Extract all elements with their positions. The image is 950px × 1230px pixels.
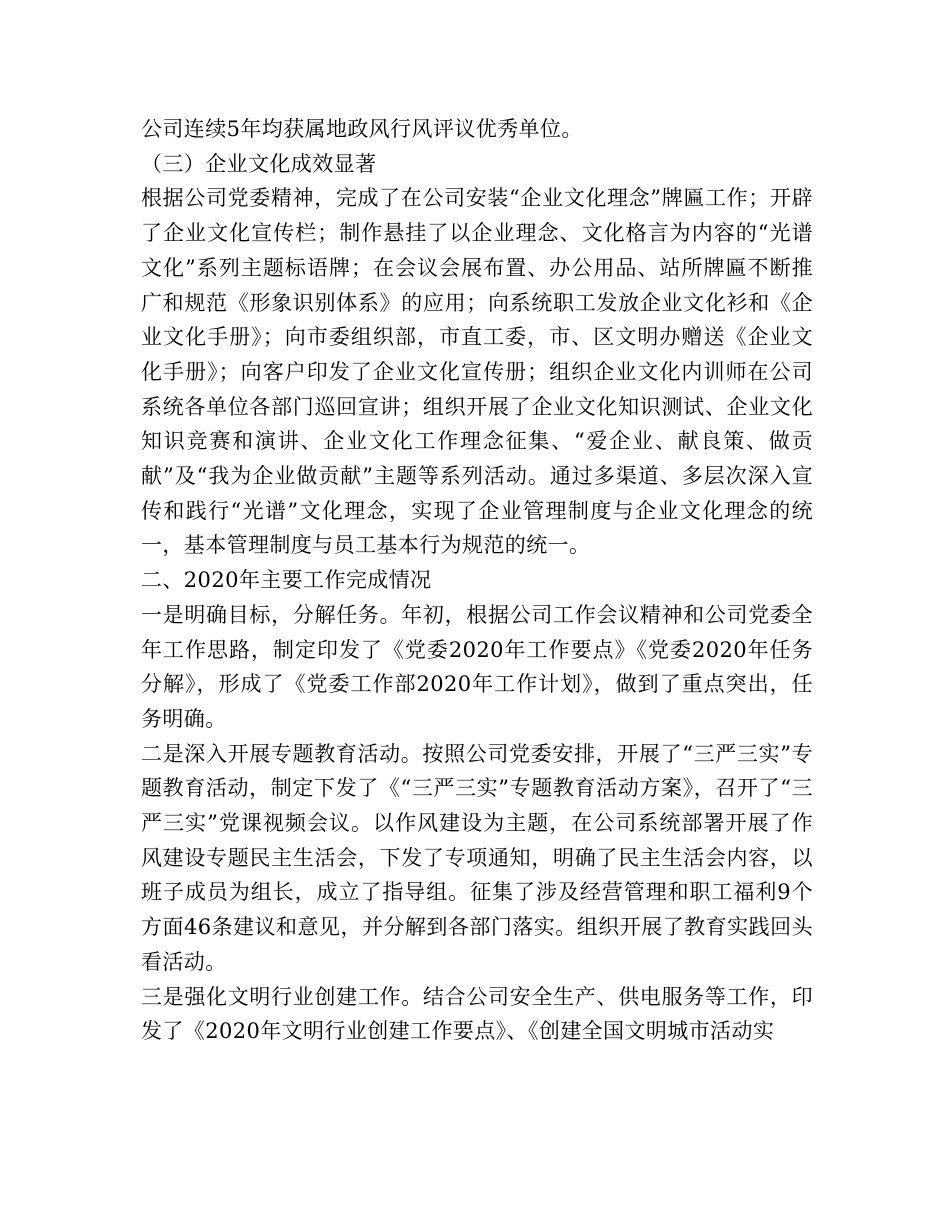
section-heading-2020-work: 二、2020年主要工作完成情况 (141, 568, 432, 593)
paragraph-civilized-industry: 三是强化文明行业创建工作。结合公司安全生产、供电服务等工作，印发了《2020年文明行业创建工作要点》、《创建全国文明城市活动实 (141, 984, 813, 1044)
section-heading-corporate-culture: （三）企业文化成效显著 (141, 151, 377, 176)
paragraph-closing-line: 公司连续5年均获属地政风行风评议优秀单位。 (141, 117, 583, 141)
paragraph-corporate-culture: 根据公司党委精神，完成了在公司安装“企业文化理念”牌匾工作；开辟了企业文化宣传栏；制作悬挂了以企业理念、文化格言为内容的“光谱文化”系列主题标语牌；在会议会展布置、办公用品、站所牌匾不断推广和规范《形象识别体系》的应用；向系统职工发放企业文化衫和《企业文化手册》；向市委组织部，市直工委，市、区文明办赠送《企业文化手册》；向客户印发了企业文化宣传册；组织企业文化内训师在公司系统各单位各部门巡回宣讲；组织开展了企业文化知识测试、企业文化知识竞赛和演讲、企业文化工作理念征集、“爱企业、献良策、做贡献”及“我为企业做贡献”主题等系列活动。通过多渠道、多层次深入宣传和践行“光谱”文化理念，实现了企业管理制度与企业文化理念的统一，基本管理制度与员工基本行为规范的统一。 (141, 186, 813, 558)
paragraph-goals-tasks: 一是明确目标，分解任务。年初，根据公司工作会议精神和公司党委全年工作思路，制定印发了《党委2020年工作要点》《党委2020年任务分解》，形成了《党委工作部2020年工作计划》，做到了重点突出，任务明确。 (141, 602, 813, 731)
document-body (141, 112, 813, 1049)
paragraph-special-education: 二是深入开展专题教育活动。按照公司党委安排，开展了“三严三实”专题教育活动，制定下发了《“三严三实”专题教育活动方案》，召开了“三严三实”党课视频会议。以作风建设为主题，在公司系统部署开展了作风建设专题民主生活会，下发了专项通知，明确了民主生活会内容，以班子成员为组长，成立了指导组。征集了涉及经营管理和职工福利9个方面46条建议和意见，并分解到各部门落实。组织开展了教育实践回头看活动。 (141, 741, 813, 974)
